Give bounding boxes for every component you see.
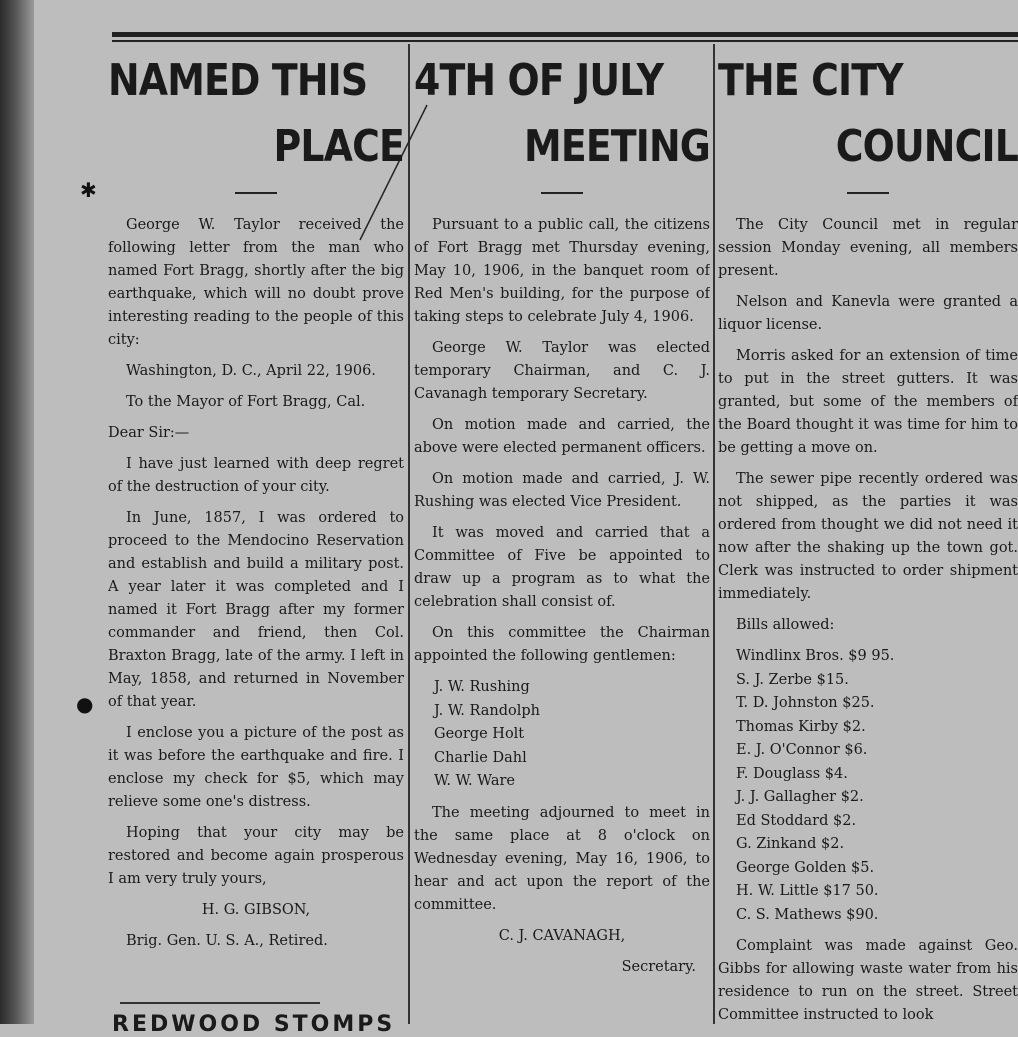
committee-list bbox=[414, 676, 710, 794]
next-headline: REDWOOD STOMPS bbox=[112, 1012, 396, 1037]
salutation-to: To the Mayor of Fort Bragg, Cal. bbox=[126, 394, 366, 410]
signature-title: Brig. Gen. U. S. A., Retired. bbox=[126, 933, 328, 949]
paragraph: On this committee the Chairman appointed the following gentlemen: bbox=[414, 625, 710, 664]
paragraph: The sewer pipe recently ordered was not shipped, as the parties it was ordered from thought we did not need it now after the shaking up the town got. Clerk was instructed to order shipment immediately. bbox=[718, 471, 1018, 602]
headline-line-2: COUNCIL bbox=[835, 121, 1018, 172]
paragraph: It was moved and carried that a Committee of Five be appointed to draw up a program as to what the celebration shall consist of. bbox=[414, 525, 710, 610]
signature-title: Secretary. bbox=[621, 958, 696, 975]
list-item: E. J. O'Connor $6. bbox=[736, 742, 868, 758]
bills-list bbox=[718, 645, 1018, 927]
list-item: H. W. Little $17 50. bbox=[736, 883, 879, 899]
headline-line-2: PLACE bbox=[273, 121, 404, 172]
list-item: T. D. Johnston $25. bbox=[736, 695, 875, 711]
headline-dash bbox=[541, 192, 583, 194]
list-item: Ed Stoddard $2. bbox=[736, 812, 857, 829]
list-item: W. W. Ware bbox=[434, 773, 515, 789]
headline-line-1: 4TH OF JULY bbox=[414, 55, 664, 106]
list-item: J. W. Randolph bbox=[434, 702, 540, 719]
column-rule-2 bbox=[713, 44, 715, 1024]
paragraph: I enclose you a picture of the post as it was before the earthquake and fire. I enclose my check for $5, which may relieve some one's distress. bbox=[108, 725, 404, 810]
list-item: Thomas Kirby $2. bbox=[736, 718, 866, 735]
list-item: J. W. Rushing bbox=[434, 679, 530, 695]
article-fourth-of-july-meeting bbox=[414, 44, 710, 1024]
ink-blot: ✱ bbox=[80, 178, 97, 202]
headline-line-1: NAMED THIS bbox=[108, 55, 368, 106]
paragraph: George W. Taylor received the following letter from the man who named Fort Bragg, shortly after the big earthquake, which will no doubt prove interesting reading to the people of this city: bbox=[108, 217, 404, 348]
headline-line-2: MEETING bbox=[524, 121, 710, 172]
list-item: C. S. Mathews $90. bbox=[736, 906, 879, 923]
list-item: G. Zinkand $2. bbox=[736, 836, 845, 852]
list-item: S. J. Zerbe $15. bbox=[736, 671, 849, 688]
page-left-edge bbox=[0, 0, 34, 1024]
paragraph: Hoping that your city may be restored and become again prosperous I am very truly yours, bbox=[108, 825, 404, 887]
paragraph: Pursuant to a public call, the citizens of Fort Bragg met Thursday evening, May 10, 1906, in the banquet room of Red Men's building, for the purpose of taking steps to celebrate July 4, 1906. bbox=[414, 217, 710, 325]
bills-heading: Bills allowed: bbox=[736, 617, 835, 633]
list-item: Charlie Dahl bbox=[434, 749, 527, 766]
list-item: F. Douglass $4. bbox=[736, 765, 848, 782]
paragraph: On motion made and carried, J. W. Rushing was elected Vice President. bbox=[414, 471, 710, 510]
paragraph: Nelson and Kanevla were granted a liquor license. bbox=[718, 294, 1018, 333]
headline-dash bbox=[235, 192, 277, 194]
paragraph: The meeting adjourned to meet in the same place at 8 o'clock on Wednesday evening, May 16, 1906, to hear and act upon the report of the committee. bbox=[414, 804, 710, 913]
paragraph: Morris asked for an extension of time to put in the street gutters. It was granted, but some of the members of the Board thought it was time for him to be getting a move on. bbox=[718, 348, 1018, 456]
headline-line-1: THE CITY bbox=[718, 55, 903, 106]
list-item: George Golden $5. bbox=[736, 859, 875, 876]
signature: H. G. GIBSON, bbox=[201, 902, 311, 918]
ink-blot: ● bbox=[76, 692, 94, 716]
list-item: J. J. Gallagher $2. bbox=[736, 789, 864, 805]
top-rule-thin bbox=[112, 40, 1018, 42]
paragraph: In June, 1857, I was ordered to proceed to the Mendocino Reservation and establish and build a military post. A year later it was completed and I named it Fort Bragg after my former commander and friend, then Col. Braxton Bragg, late of the army. I left in May, 1858, and returned in November of that year. bbox=[108, 510, 404, 710]
article-named-this-place bbox=[108, 44, 404, 1024]
paragraph: The City Council met in regular session Monday evening, all members present. bbox=[718, 217, 1018, 279]
bottom-rule bbox=[120, 1002, 320, 1004]
signature: C. J. CAVANAGH, bbox=[498, 927, 626, 944]
list-item: George Holt bbox=[434, 726, 525, 742]
headline-dash bbox=[847, 192, 889, 194]
paragraph: On motion made and carried, the above were elected permanent officers. bbox=[414, 417, 710, 456]
salutation: Dear Sir:— bbox=[108, 425, 190, 441]
paragraph: Complaint was made against Geo. Gibbs for allowing waste water from his residence to run on the street. Street Committee instructed to look bbox=[718, 938, 1018, 1023]
article-city-council bbox=[718, 44, 1018, 1024]
top-rule bbox=[112, 32, 1018, 37]
list-item: Windlinx Bros. $9 95. bbox=[736, 648, 895, 664]
dateline: Washington, D. C., April 22, 1906. bbox=[126, 363, 376, 379]
paragraph: George W. Taylor was elected temporary Chairman, and C. J. Cavanagh temporary Secretary. bbox=[414, 340, 710, 402]
paragraph: I have just learned with deep regret of the destruction of your city. bbox=[108, 456, 404, 495]
